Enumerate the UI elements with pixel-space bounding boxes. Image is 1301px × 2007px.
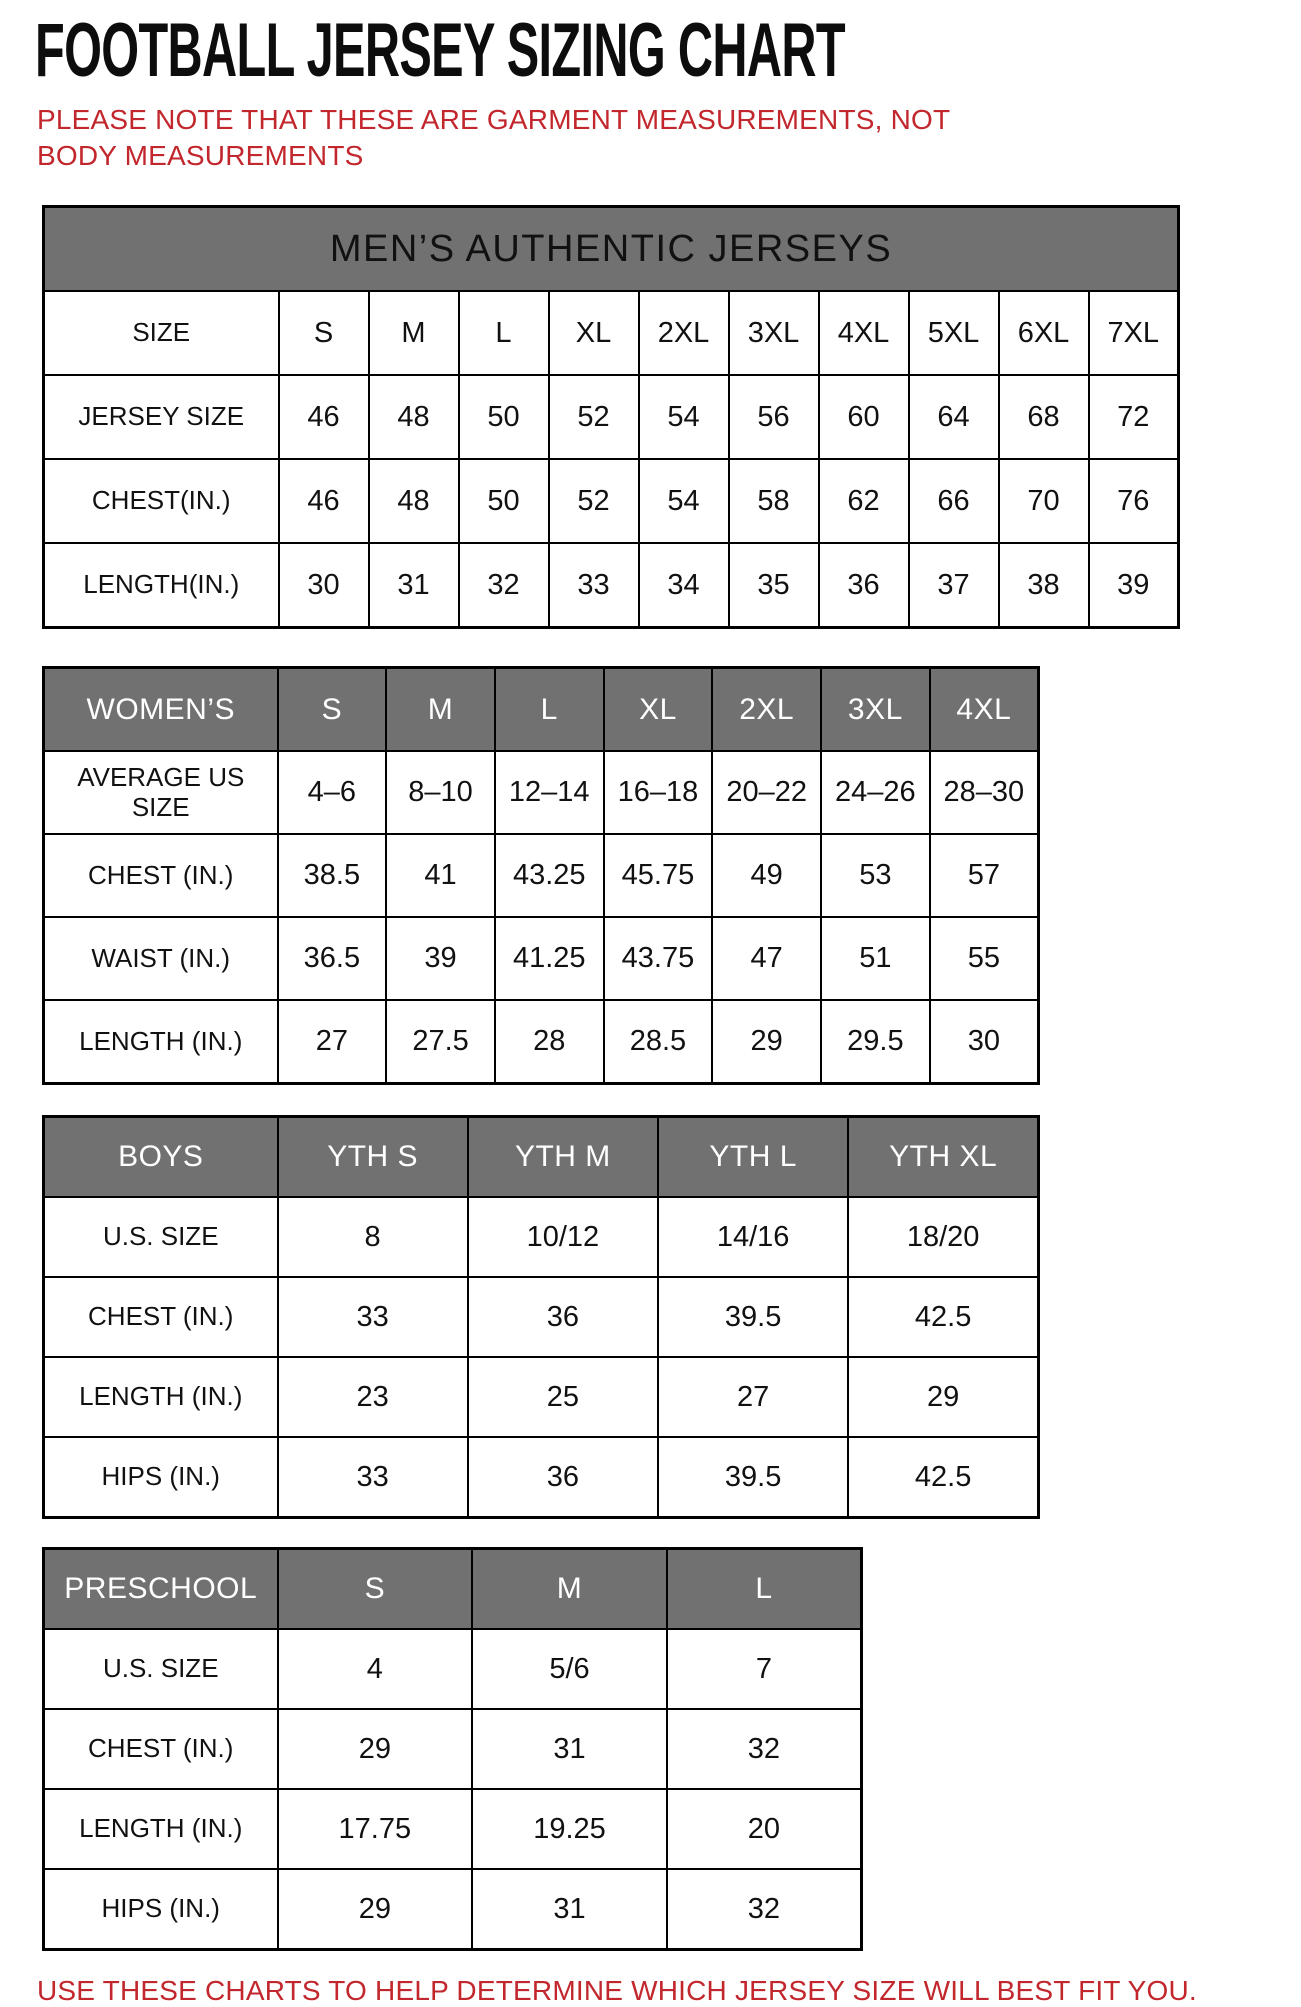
value-cell: 33 bbox=[549, 543, 639, 628]
table-row bbox=[44, 1629, 862, 1709]
column-header-cell: S bbox=[278, 668, 387, 752]
value-cell: 50 bbox=[459, 459, 549, 543]
table-row bbox=[44, 459, 1179, 543]
value-cell: 56 bbox=[729, 375, 819, 459]
value-cell: 7XL bbox=[1089, 291, 1179, 375]
value-cell: 58 bbox=[729, 459, 819, 543]
value-cell: 42.5 bbox=[848, 1437, 1038, 1518]
value-cell: 66 bbox=[909, 459, 999, 543]
value-cell: L bbox=[459, 291, 549, 375]
value-cell: 54 bbox=[639, 459, 729, 543]
table-row bbox=[44, 1197, 1039, 1277]
value-cell: 72 bbox=[1089, 375, 1179, 459]
value-cell: 16–18 bbox=[604, 751, 713, 834]
value-cell: 39 bbox=[1089, 543, 1179, 628]
table-title-row bbox=[44, 207, 1179, 292]
table-row bbox=[44, 1357, 1039, 1437]
table-row bbox=[44, 917, 1039, 1000]
row-label-cell: U.S. SIZE bbox=[44, 1629, 278, 1709]
row-label-cell: SIZE bbox=[44, 291, 279, 375]
value-cell: 50 bbox=[459, 375, 549, 459]
column-header-cell: L bbox=[495, 668, 604, 752]
table-row bbox=[44, 291, 1179, 375]
value-cell: 25 bbox=[468, 1357, 658, 1437]
value-cell: 28.5 bbox=[604, 1000, 713, 1084]
value-cell: 29.5 bbox=[821, 1000, 930, 1084]
value-cell: 8–10 bbox=[386, 751, 495, 834]
value-cell: 64 bbox=[909, 375, 999, 459]
value-cell: 19.25 bbox=[472, 1789, 667, 1869]
row-label-cell: U.S. SIZE bbox=[44, 1197, 278, 1277]
value-cell: 38 bbox=[999, 543, 1089, 628]
value-cell: 41 bbox=[386, 834, 495, 917]
value-cell: 35 bbox=[729, 543, 819, 628]
value-cell: 36 bbox=[468, 1277, 658, 1357]
value-cell: 62 bbox=[819, 459, 909, 543]
value-cell: 27 bbox=[278, 1000, 387, 1084]
value-cell: 43.75 bbox=[604, 917, 713, 1000]
value-cell: 32 bbox=[667, 1709, 862, 1789]
value-cell: 46 bbox=[279, 459, 369, 543]
value-cell: 27.5 bbox=[386, 1000, 495, 1084]
column-header-cell: YTH S bbox=[278, 1117, 468, 1198]
column-header-cell: YTH XL bbox=[848, 1117, 1038, 1198]
value-cell: 54 bbox=[639, 375, 729, 459]
row-label-cell: CHEST (IN.) bbox=[44, 1709, 278, 1789]
value-cell: 32 bbox=[459, 543, 549, 628]
value-cell: 20–22 bbox=[712, 751, 821, 834]
column-header-cell: 3XL bbox=[821, 668, 930, 752]
table-row bbox=[44, 1709, 862, 1789]
value-cell: 55 bbox=[930, 917, 1039, 1000]
table-row bbox=[44, 1277, 1039, 1357]
value-cell: 36 bbox=[468, 1437, 658, 1518]
table-title-cell: PRESCHOOL bbox=[44, 1549, 278, 1630]
value-cell: 46 bbox=[279, 375, 369, 459]
value-cell: 18/20 bbox=[848, 1197, 1038, 1277]
value-cell: 52 bbox=[549, 459, 639, 543]
column-header-cell: XL bbox=[604, 668, 713, 752]
column-header-cell: YTH L bbox=[658, 1117, 848, 1198]
value-cell: 6XL bbox=[999, 291, 1089, 375]
value-cell: 29 bbox=[712, 1000, 821, 1084]
table-row bbox=[44, 543, 1179, 628]
page-title bbox=[35, 8, 1190, 93]
value-cell: 3XL bbox=[729, 291, 819, 375]
row-label-cell: LENGTH (IN.) bbox=[44, 1357, 278, 1437]
value-cell: 48 bbox=[369, 459, 459, 543]
row-label-cell: CHEST (IN.) bbox=[44, 1277, 278, 1357]
value-cell: 53 bbox=[821, 834, 930, 917]
value-cell: 39.5 bbox=[658, 1277, 848, 1357]
column-header-cell: S bbox=[278, 1549, 473, 1630]
value-cell: 48 bbox=[369, 375, 459, 459]
value-cell: 17.75 bbox=[278, 1789, 473, 1869]
table-header-row bbox=[44, 1117, 1039, 1198]
value-cell: 29 bbox=[848, 1357, 1038, 1437]
value-cell: 31 bbox=[472, 1869, 667, 1950]
value-cell: 29 bbox=[278, 1709, 473, 1789]
value-cell: 30 bbox=[279, 543, 369, 628]
value-cell: 5/6 bbox=[472, 1629, 667, 1709]
value-cell: 24–26 bbox=[821, 751, 930, 834]
value-cell: 36 bbox=[819, 543, 909, 628]
footer-note: USE THESE CHARTS TO HELP DETERMINE WHICH JERSEY SIZE WILL BEST FIT YOU. bbox=[37, 1975, 1197, 2007]
value-cell: 76 bbox=[1089, 459, 1179, 543]
value-cell: 36.5 bbox=[278, 917, 387, 1000]
value-cell: 31 bbox=[472, 1709, 667, 1789]
table-row bbox=[44, 375, 1179, 459]
value-cell: 28 bbox=[495, 1000, 604, 1084]
row-label-cell: HIPS (IN.) bbox=[44, 1437, 278, 1518]
table-header-row bbox=[44, 1549, 862, 1630]
value-cell: 31 bbox=[369, 543, 459, 628]
column-header-cell: L bbox=[667, 1549, 862, 1630]
value-cell: 29 bbox=[278, 1869, 473, 1950]
womens-sizing-table bbox=[42, 666, 1040, 1085]
column-header-cell: YTH M bbox=[468, 1117, 658, 1198]
column-header-cell: 4XL bbox=[930, 668, 1039, 752]
measurement-note: PLEASE NOTE THAT THESE ARE GARMENT MEASUREMENTS, NOT BODY MEASUREMENTS bbox=[37, 103, 950, 172]
row-label-cell: LENGTH(IN.) bbox=[44, 543, 279, 628]
page-title-text: FOOTBALL JERSEY SIZING CHART bbox=[35, 8, 845, 93]
value-cell: S bbox=[279, 291, 369, 375]
value-cell: 14/16 bbox=[658, 1197, 848, 1277]
value-cell: 60 bbox=[819, 375, 909, 459]
table-title-cell: BOYS bbox=[44, 1117, 278, 1198]
value-cell: 8 bbox=[278, 1197, 468, 1277]
value-cell: 41.25 bbox=[495, 917, 604, 1000]
value-cell: 5XL bbox=[909, 291, 999, 375]
table-row bbox=[44, 834, 1039, 917]
value-cell: 30 bbox=[930, 1000, 1039, 1084]
row-label-cell: AVERAGE US SIZE bbox=[44, 751, 278, 834]
row-label-cell: JERSEY SIZE bbox=[44, 375, 279, 459]
value-cell: XL bbox=[549, 291, 639, 375]
value-cell: 4XL bbox=[819, 291, 909, 375]
boys-sizing-table bbox=[42, 1115, 1040, 1519]
row-label-cell: LENGTH (IN.) bbox=[44, 1000, 278, 1084]
table-header-row bbox=[44, 668, 1039, 752]
mens-sizing-table bbox=[42, 205, 1180, 629]
table-row bbox=[44, 1869, 862, 1950]
column-header-cell: M bbox=[472, 1549, 667, 1630]
value-cell: 38.5 bbox=[278, 834, 387, 917]
column-header-cell: M bbox=[386, 668, 495, 752]
value-cell: 52 bbox=[549, 375, 639, 459]
table-title-cell: WOMEN’S bbox=[44, 668, 278, 752]
value-cell: 12–14 bbox=[495, 751, 604, 834]
value-cell: 23 bbox=[278, 1357, 468, 1437]
value-cell: 51 bbox=[821, 917, 930, 1000]
value-cell: 39.5 bbox=[658, 1437, 848, 1518]
value-cell: 20 bbox=[667, 1789, 862, 1869]
table-row bbox=[44, 751, 1039, 834]
row-label-cell: CHEST(IN.) bbox=[44, 459, 279, 543]
preschool-sizing-table bbox=[42, 1547, 863, 1951]
value-cell: 2XL bbox=[639, 291, 729, 375]
value-cell: 57 bbox=[930, 834, 1039, 917]
value-cell: 34 bbox=[639, 543, 729, 628]
value-cell: 43.25 bbox=[495, 834, 604, 917]
value-cell: 10/12 bbox=[468, 1197, 658, 1277]
value-cell: 7 bbox=[667, 1629, 862, 1709]
value-cell: 27 bbox=[658, 1357, 848, 1437]
table-row bbox=[44, 1437, 1039, 1518]
value-cell: 42.5 bbox=[848, 1277, 1038, 1357]
value-cell: 4 bbox=[278, 1629, 473, 1709]
row-label-cell: LENGTH (IN.) bbox=[44, 1789, 278, 1869]
value-cell: 47 bbox=[712, 917, 821, 1000]
value-cell: 32 bbox=[667, 1869, 862, 1950]
table-row bbox=[44, 1789, 862, 1869]
row-label-cell: WAIST (IN.) bbox=[44, 917, 278, 1000]
value-cell: 39 bbox=[386, 917, 495, 1000]
row-label-cell: CHEST (IN.) bbox=[44, 834, 278, 917]
value-cell: 45.75 bbox=[604, 834, 713, 917]
value-cell: 68 bbox=[999, 375, 1089, 459]
value-cell: 49 bbox=[712, 834, 821, 917]
row-label-cell: HIPS (IN.) bbox=[44, 1869, 278, 1950]
value-cell: 33 bbox=[278, 1437, 468, 1518]
value-cell: 37 bbox=[909, 543, 999, 628]
value-cell: 33 bbox=[278, 1277, 468, 1357]
value-cell: 28–30 bbox=[930, 751, 1039, 834]
table-title-cell: MEN’S AUTHENTIC JERSEYS bbox=[44, 207, 1179, 292]
value-cell: M bbox=[369, 291, 459, 375]
table-row bbox=[44, 1000, 1039, 1084]
value-cell: 4–6 bbox=[278, 751, 387, 834]
column-header-cell: 2XL bbox=[712, 668, 821, 752]
value-cell: 70 bbox=[999, 459, 1089, 543]
